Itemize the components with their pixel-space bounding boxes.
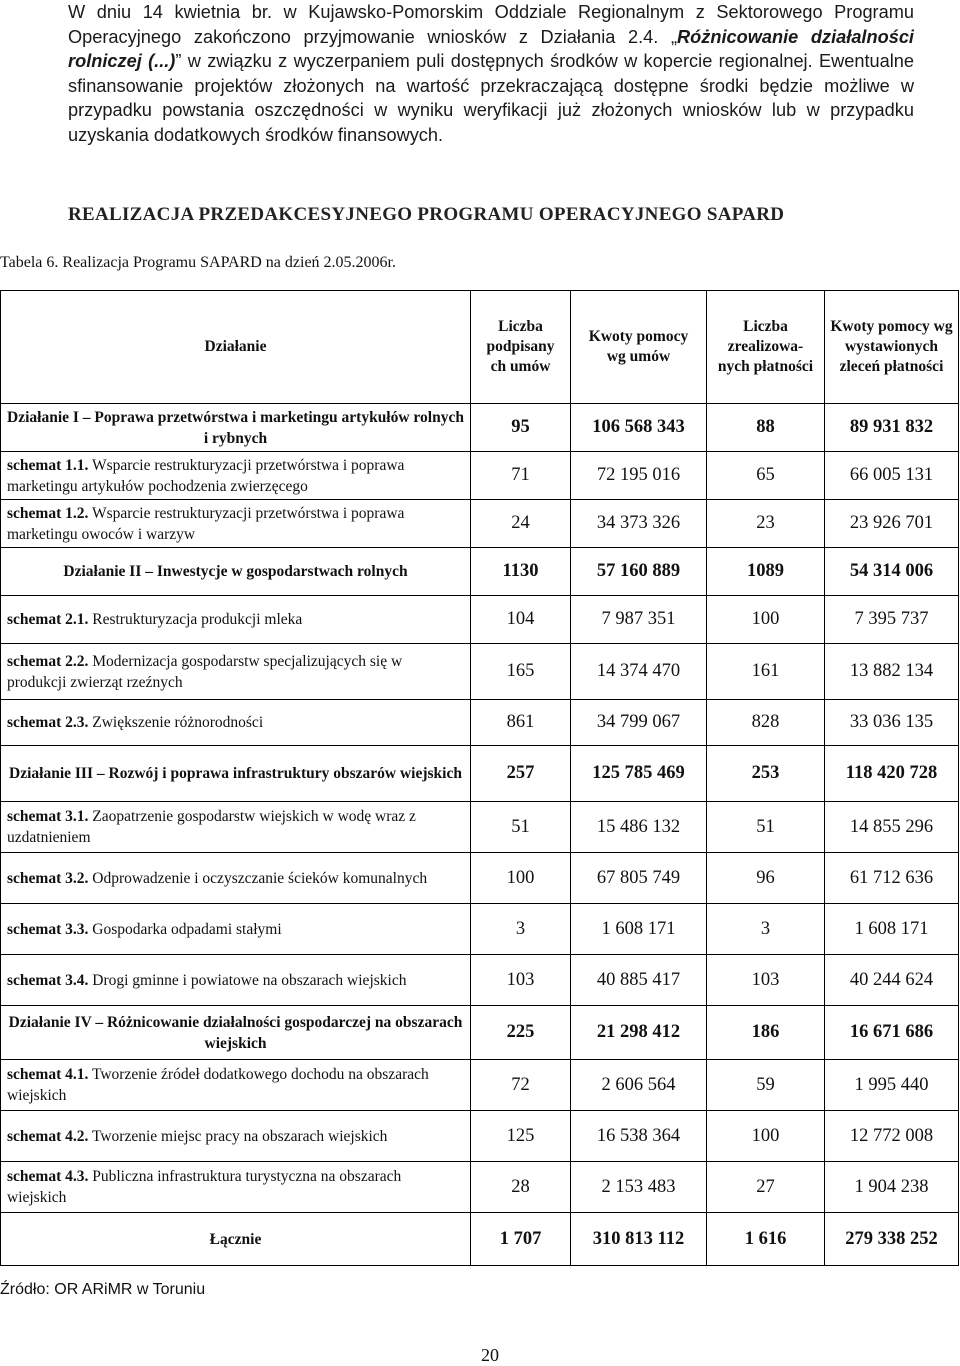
row-label-text: Tworzenie miejsc pracy na obszarach wiejskich bbox=[88, 1127, 388, 1145]
cell-payments: 828 bbox=[707, 700, 825, 746]
row-label-text: Zwiększenie różnorodności bbox=[88, 714, 264, 731]
cell-orders: 279 338 252 bbox=[825, 1213, 959, 1266]
table-row bbox=[1, 746, 959, 802]
row-label bbox=[1, 1006, 471, 1060]
table-row bbox=[1, 802, 959, 853]
intro-action-name: Różnicowanie działalności rolniczej (...) bbox=[68, 26, 914, 71]
cell-orders: 1 995 440 bbox=[825, 1060, 959, 1111]
cell-contracts: 72 bbox=[471, 1060, 571, 1111]
row-label-text: Działanie II – Inwestycje w gospodarstwach rolnych bbox=[63, 563, 408, 580]
table-row bbox=[1, 904, 959, 955]
row-label-text: Działanie III – Rozwój i poprawa infrastruktury obszarów wiejskich bbox=[9, 765, 462, 782]
cell-amounts: 106 568 343 bbox=[571, 404, 707, 452]
table-row bbox=[1, 500, 959, 548]
cell-contracts: 3 bbox=[471, 904, 571, 955]
cell-amounts: 34 373 326 bbox=[571, 500, 707, 548]
table-row bbox=[1, 596, 959, 644]
cell-orders: 1 904 238 bbox=[825, 1162, 959, 1213]
row-label-text: Wsparcie restrukturyzacji przetwórstwa i poprawa marketingu owoców i warzyw bbox=[7, 504, 405, 543]
table-row bbox=[1, 1162, 959, 1213]
schema-number: schemat 4.2. bbox=[7, 1127, 89, 1145]
cell-amounts: 310 813 112 bbox=[571, 1213, 707, 1266]
cell-orders: 61 712 636 bbox=[825, 853, 959, 904]
cell-amounts: 7 987 351 bbox=[571, 596, 707, 644]
cell-amounts: 2 153 483 bbox=[571, 1162, 707, 1213]
cell-contracts: 95 bbox=[471, 404, 571, 452]
cell-payments: 103 bbox=[707, 955, 825, 1006]
row-label-text: Działanie I – Poprawa przetwórstwa i marketingu artykułów rolnych i rybnych bbox=[7, 408, 464, 447]
row-label bbox=[1, 1111, 471, 1162]
cell-amounts: 2 606 564 bbox=[571, 1060, 707, 1111]
row-label-text: Publiczna infrastruktura turystyczna na obszarach wiejskich bbox=[7, 1168, 402, 1206]
row-label bbox=[1, 1060, 471, 1111]
cell-payments: 27 bbox=[707, 1162, 825, 1213]
row-label bbox=[1, 452, 471, 500]
schema-number: schemat 1.2. bbox=[7, 504, 89, 522]
table-row bbox=[1, 1213, 959, 1266]
cell-orders: 23 926 701 bbox=[825, 500, 959, 548]
cell-contracts: 1130 bbox=[471, 548, 571, 596]
cell-payments: 253 bbox=[707, 746, 825, 802]
cell-amounts: 40 885 417 bbox=[571, 955, 707, 1006]
cell-amounts: 72 195 016 bbox=[571, 452, 707, 500]
table-row bbox=[1, 548, 959, 596]
row-label bbox=[1, 955, 471, 1006]
cell-payments: 51 bbox=[707, 802, 825, 853]
cell-payments: 88 bbox=[707, 404, 825, 452]
schema-number: schemat 3.2. bbox=[7, 869, 89, 887]
cell-payments: 59 bbox=[707, 1060, 825, 1111]
cell-contracts: 103 bbox=[471, 955, 571, 1006]
row-label bbox=[1, 802, 471, 853]
intro-quote-open: „ bbox=[670, 26, 677, 47]
cell-contracts: 51 bbox=[471, 802, 571, 853]
header-amounts: Kwoty pomocy wg umów bbox=[571, 291, 707, 404]
cell-amounts: 16 538 364 bbox=[571, 1111, 707, 1162]
cell-orders: 33 036 135 bbox=[825, 700, 959, 746]
schema-number: schemat 2.2. bbox=[7, 652, 89, 670]
row-label-text: Drogi gminne i powiatowe na obszarach wiejskich bbox=[88, 971, 407, 989]
cell-orders: 118 420 728 bbox=[825, 746, 959, 802]
cell-contracts: 257 bbox=[471, 746, 571, 802]
row-label-text: Tworzenie źródeł dodatkowego dochodu na obszarach wiejskich bbox=[7, 1066, 429, 1104]
row-label bbox=[1, 548, 471, 596]
schema-number: schemat 2.3. bbox=[7, 714, 89, 731]
cell-amounts: 14 374 470 bbox=[571, 644, 707, 700]
schema-number: schemat 3.3. bbox=[7, 920, 89, 938]
schema-number: schemat 1.1. bbox=[7, 456, 89, 474]
table-row bbox=[1, 700, 959, 746]
cell-amounts: 67 805 749 bbox=[571, 853, 707, 904]
cell-orders: 89 931 832 bbox=[825, 404, 959, 452]
cell-amounts: 1 608 171 bbox=[571, 904, 707, 955]
cell-payments: 100 bbox=[707, 596, 825, 644]
row-label-text: Restrukturyzacja produkcji mleka bbox=[88, 611, 303, 628]
table-row bbox=[1, 1060, 959, 1111]
cell-payments: 23 bbox=[707, 500, 825, 548]
intro-quote-close: ” bbox=[175, 51, 182, 71]
table-row bbox=[1, 1006, 959, 1060]
cell-payments: 1 616 bbox=[707, 1213, 825, 1266]
schema-number: schemat 3.1. bbox=[7, 808, 89, 825]
row-label-text: Zaopatrzenie gospodarstw wiejskich w wodę wraz z uzdatnieniem bbox=[7, 808, 416, 846]
sapard-table bbox=[0, 290, 959, 1266]
schema-number: schemat 4.1. bbox=[7, 1066, 89, 1083]
intro-paragraph bbox=[68, 0, 914, 147]
schema-number: schemat 4.3. bbox=[7, 1168, 89, 1185]
page-number: 20 bbox=[481, 1345, 499, 1365]
cell-contracts: 1 707 bbox=[471, 1213, 571, 1266]
cell-orders: 40 244 624 bbox=[825, 955, 959, 1006]
cell-contracts: 165 bbox=[471, 644, 571, 700]
row-label bbox=[1, 500, 471, 548]
cell-payments: 65 bbox=[707, 452, 825, 500]
cell-contracts: 71 bbox=[471, 452, 571, 500]
row-label bbox=[1, 746, 471, 802]
cell-orders: 13 882 134 bbox=[825, 644, 959, 700]
row-label bbox=[1, 904, 471, 955]
row-label-text: Odprowadzenie i oczyszczanie ścieków komunalnych bbox=[88, 869, 428, 887]
cell-amounts: 15 486 132 bbox=[571, 802, 707, 853]
source-note: Źródło: OR ARiMR w Toruniu bbox=[0, 1281, 206, 1298]
row-label bbox=[1, 644, 471, 700]
table-caption: Tabela 6. Realizacja Programu SAPARD na dzień 2.05.2006r. bbox=[0, 254, 396, 271]
table-row bbox=[1, 452, 959, 500]
cell-orders: 1 608 171 bbox=[825, 904, 959, 955]
row-label bbox=[1, 1213, 471, 1266]
cell-contracts: 104 bbox=[471, 596, 571, 644]
table-row bbox=[1, 404, 959, 452]
section-heading: REALIZACJA PRZEDAKCESYJNEGO PROGRAMU OPERACYJNEGO SAPARD bbox=[68, 204, 785, 225]
cell-orders: 66 005 131 bbox=[825, 452, 959, 500]
intro-text-start: W dniu 14 kwietnia br. w Kujawsko-Pomorskim Oddziale Regionalnym z Sektorowego Programu Operacyjnego zakończono przyjmowanie wniosków z Działania 2.4. bbox=[68, 2, 914, 47]
intro-text-rest: w związku z wyczerpaniem puli dostępnych środków w kopercie regionalnej. Ewentualne sfinansowanie projektów złożonych na wartość przekraczającą dostępne środki będzie możliwe w przypadku powstania oszczędności w wyniku weryfikacji już złożonych wniosków lub w przypadku uzyskania dodatkowych środków finansowych. bbox=[68, 51, 915, 145]
table-row bbox=[1, 955, 959, 1006]
cell-orders: 12 772 008 bbox=[825, 1111, 959, 1162]
cell-contracts: 28 bbox=[471, 1162, 571, 1213]
row-label-text: Wsparcie restrukturyzacji przetwórstwa i poprawa marketingu artykułów pochodzenia zwierzęcego bbox=[7, 456, 405, 495]
cell-amounts: 57 160 889 bbox=[571, 548, 707, 596]
schema-number: schemat 3.4. bbox=[7, 971, 89, 989]
cell-payments: 161 bbox=[707, 644, 825, 700]
row-label-text: Modernizacja gospodarstw specjalizujących się w produkcji zwierząt rzeźnych bbox=[7, 652, 403, 691]
cell-payments: 186 bbox=[707, 1006, 825, 1060]
schema-number: schemat 2.1. bbox=[7, 611, 89, 628]
row-label-text: Gospodarka odpadami stałymi bbox=[88, 920, 282, 938]
cell-orders: 7 395 737 bbox=[825, 596, 959, 644]
table-row bbox=[1, 644, 959, 700]
table-row bbox=[1, 1111, 959, 1162]
table-row bbox=[1, 853, 959, 904]
row-label bbox=[1, 853, 471, 904]
row-label bbox=[1, 700, 471, 746]
cell-payments: 1089 bbox=[707, 548, 825, 596]
header-contracts: Liczba podpisany ch umów bbox=[471, 291, 571, 404]
cell-contracts: 100 bbox=[471, 853, 571, 904]
cell-contracts: 225 bbox=[471, 1006, 571, 1060]
cell-contracts: 861 bbox=[471, 700, 571, 746]
sapard-table-wrapper bbox=[0, 290, 958, 1266]
cell-orders: 54 314 006 bbox=[825, 548, 959, 596]
cell-contracts: 125 bbox=[471, 1111, 571, 1162]
header-action: Działanie bbox=[1, 291, 471, 404]
row-label-text: Łącznie bbox=[209, 1230, 262, 1248]
cell-contracts: 24 bbox=[471, 500, 571, 548]
header-payments: Liczba zrealizowa-nych płatności bbox=[707, 291, 825, 404]
row-label bbox=[1, 596, 471, 644]
cell-orders: 16 671 686 bbox=[825, 1006, 959, 1060]
row-label bbox=[1, 1162, 471, 1213]
row-label-text: Działanie IV – Różnicowanie działalności gospodarczej na obszarach wiejskich bbox=[8, 1013, 463, 1052]
cell-amounts: 34 799 067 bbox=[571, 700, 707, 746]
row-label bbox=[1, 404, 471, 452]
cell-amounts: 125 785 469 bbox=[571, 746, 707, 802]
cell-payments: 96 bbox=[707, 853, 825, 904]
cell-orders: 14 855 296 bbox=[825, 802, 959, 853]
cell-payments: 3 bbox=[707, 904, 825, 955]
cell-amounts: 21 298 412 bbox=[571, 1006, 707, 1060]
header-orders: Kwoty pomocy wg wystawionych zleceń płatności bbox=[825, 291, 959, 404]
cell-payments: 100 bbox=[707, 1111, 825, 1162]
